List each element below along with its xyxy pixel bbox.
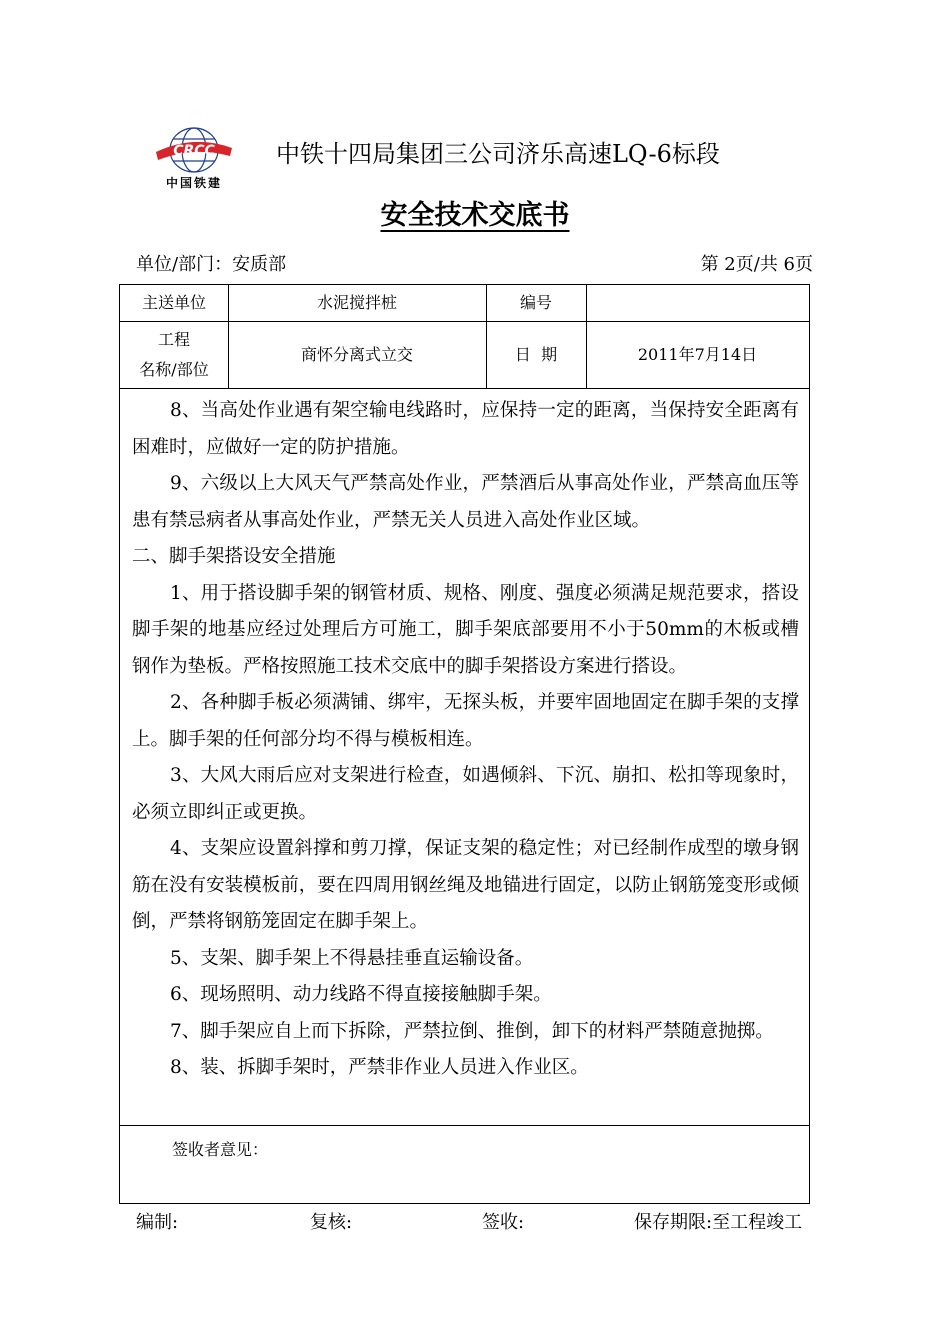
signer-opinion-label: 签收者意见： <box>172 1140 269 1159</box>
content-paragraph: 8、当高处作业遇有架空输电线路时，应保持一定的距离，当保持安全距离有困难时，应做好一定的防护措施。 <box>132 400 799 458</box>
section-heading: 二、脚手架搭设安全措施 <box>132 546 336 567</box>
content-paragraph: 9、六级以上大风天气严禁高处作业，严禁酒后从事高处作业，严禁高血压等患有禁忌病者从事高处作业，严禁无关人员进入高处作业区域。 <box>132 473 799 531</box>
footer-receive: 签收: <box>482 1212 525 1233</box>
page-number: 第 2页/共 6页 <box>700 254 813 275</box>
date-value: 2011年7月14日 <box>637 344 758 364</box>
svg-text:CRCC: CRCC <box>173 143 215 159</box>
footer-retention: 保存期限:至工程竣工 <box>634 1212 803 1233</box>
number-label: 编号 <box>519 293 552 312</box>
content-paragraph: 2、各种脚手板必须满铺、绑牢，无探头板，并要牢固地固定在脚手架的支撑上。脚手架的任何部分均不得与模板相连。 <box>132 692 799 750</box>
project-value: 商怀分离式立交 <box>300 344 413 364</box>
table-rule <box>120 388 809 389</box>
company-name: 中铁十四局集团三公司济乐高速LQ-6标段 <box>276 140 720 168</box>
table-rule <box>120 1125 809 1126</box>
footer-compile: 编制: <box>136 1212 179 1233</box>
document-title: 安全技术交底书 <box>380 200 570 231</box>
content-paragraph: 7、脚手架应自上而下拆除，严禁拉倒、推倒，卸下的材料严禁随意抛掷。 <box>170 1020 774 1042</box>
send-unit-label: 主送单位 <box>141 293 206 312</box>
number-value <box>586 285 809 321</box>
content-paragraph: 4、支架应设置斜撑和剪刀撑，保证支架的稳定性；对已经制作成型的墩身钢筋在没有安装模板前，要在四周用钢丝绳及地锚进行固定，以防止钢筋笼变形或倾倒，严禁将钢筋笼固定在脚手架上。 <box>132 838 799 932</box>
project-label-line2: 名称/部位 <box>139 359 209 379</box>
content-paragraph: 1、用于搭设脚手架的钢管材质、规格、刚度、强度必须满足规范要求，搭设脚手架的地基应经过处理后方可施工，脚手架底部要用不小于50mm的木板或槽钢作为垫板。严格按照施工技术交底中的脚手架搭设方案进行搭设。 <box>132 582 799 677</box>
send-unit-value: 水泥搅拌桩 <box>316 293 397 312</box>
project-label-line1: 工程 <box>157 329 190 349</box>
disclosure-table <box>119 284 810 1204</box>
footer-review: 复核: <box>310 1212 353 1233</box>
date-label: 日 期 <box>514 344 558 364</box>
logo-text: 中国铁建 <box>165 176 222 190</box>
content-paragraph: 6、现场照明、动力线路不得直接接触脚手架。 <box>170 984 552 1005</box>
content-paragraph: 5、支架、脚手架上不得悬挂垂直运输设备。 <box>170 947 534 969</box>
content-paragraph: 3、大风大雨后应对支架进行检查，如遇倾斜、下沉、崩扣、松扣等现象时，必须立即纠正或更换。 <box>132 765 799 823</box>
project-label <box>120 321 228 388</box>
content-paragraph: 8、装、拆脚手架时，严禁非作业人员进入作业区。 <box>170 1057 589 1078</box>
disclosure-content <box>132 393 799 1087</box>
unit-department: 单位/部门：安质部 <box>136 254 287 275</box>
